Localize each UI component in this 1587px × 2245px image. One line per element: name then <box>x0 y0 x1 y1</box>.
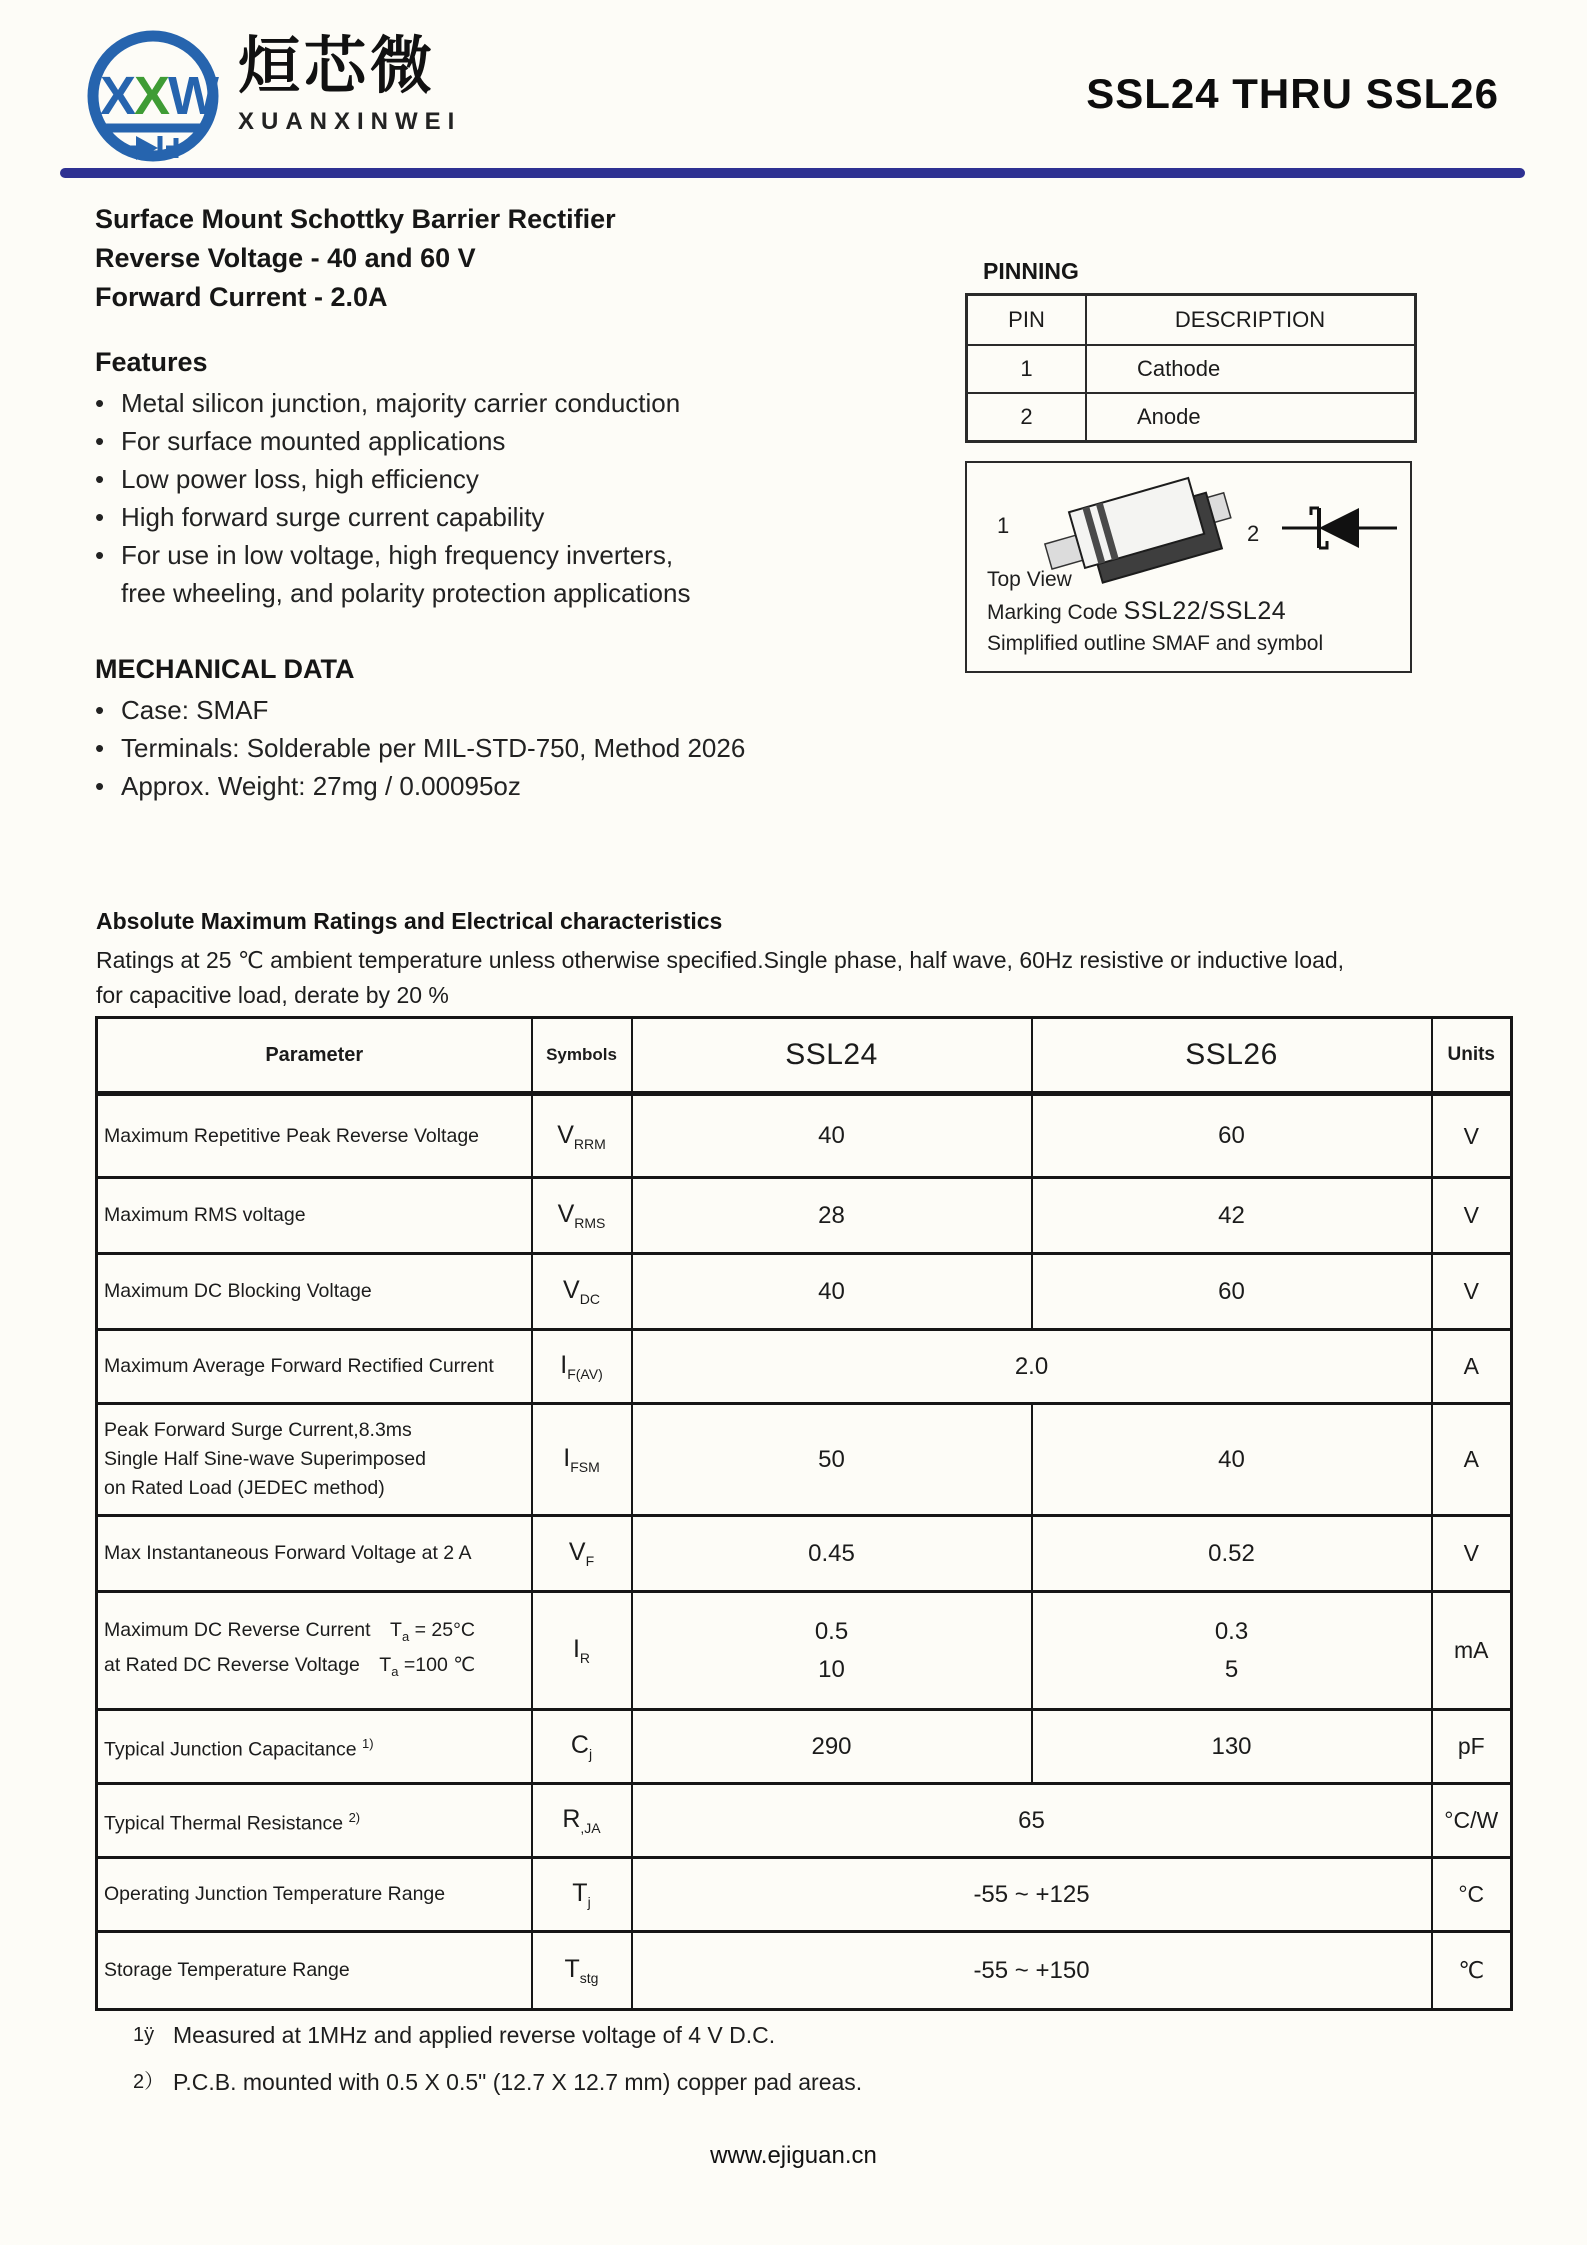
table-row <box>97 1932 1512 2010</box>
feature-item <box>95 536 925 612</box>
pinning-col-description: DESCRIPTION <box>1086 295 1416 346</box>
footnote <box>133 2059 862 2106</box>
feature-item <box>95 498 925 536</box>
diode-symbol-icon <box>1282 508 1397 548</box>
feature-item-text: For surface mounted applications <box>121 426 506 456</box>
symbol-cell: $C_j$ <box>532 1710 632 1784</box>
param-cell: Storage Temperature Range <box>97 1932 532 2010</box>
table-row <box>97 1404 1512 1516</box>
symbol-cell: $T_j$ <box>532 1858 632 1932</box>
marking-code-value: SSL22/SSL24 <box>1123 597 1287 625</box>
ssl26-value-cell: 40 <box>1032 1404 1432 1516</box>
pin2-label: 2 <box>1247 521 1260 546</box>
ratings-section <box>78 908 1526 1013</box>
col-ssl26: SSL26 <box>1032 1018 1432 1094</box>
features-list <box>95 384 925 612</box>
pinning-row <box>967 393 1416 442</box>
pin-number-cell: 2 <box>967 393 1087 442</box>
ssl26-value-cell: 0.3 5 <box>1032 1592 1432 1710</box>
mechanical-item-text: Terminals: Solderable per MIL-STD-750, Method 2026 <box>121 733 746 763</box>
unit-cell: V <box>1432 1516 1512 1592</box>
ssl24-value-cell: 0.45 <box>632 1516 1032 1592</box>
unit-cell: °C <box>1432 1858 1512 1932</box>
pinning-table <box>965 293 1417 443</box>
param-cell: Typical Junction Capacitance $^{1)}$ <box>97 1710 532 1784</box>
feature-item <box>95 422 925 460</box>
param-cell: Maximum Average Forward Rectified Current <box>97 1330 532 1404</box>
symbol-cell: $R_{,JA}$ <box>532 1784 632 1858</box>
table-row <box>97 1516 1512 1592</box>
table-row <box>97 1254 1512 1330</box>
col-symbols: Symbols <box>532 1018 632 1094</box>
param-cell: Maximum DC Reverse Current $T_a = 25^\circ C$ at Rated DC Reverse Voltage $T_a =100$ ℃ <box>97 1592 532 1710</box>
symbol-cell: $T_{stg}$ <box>532 1932 632 2010</box>
bullet-dot: • <box>95 426 105 456</box>
characteristics-table-wrap <box>95 1016 1513 2011</box>
ratings-heading: Absolute Maximum Ratings and Electrical characteristics <box>96 908 723 934</box>
feature-item-text: High forward surge current capability <box>121 502 545 532</box>
value-cell: 2.0 <box>632 1330 1432 1404</box>
ratings-note-line-2: for capacitive load, derate by 20 % <box>96 982 449 1008</box>
feature-item-text: Metal silicon junction, majority carrier conduction <box>121 388 681 418</box>
page-title: SSL24 THRU SSL26 <box>1086 70 1499 117</box>
feature-item-text: Low power loss, high efficiency <box>121 464 479 494</box>
pin-description-cell: Anode <box>1086 393 1416 442</box>
mechanical-item-text: Case: SMAF <box>121 695 269 725</box>
brand-logo <box>78 28 461 170</box>
footnote-text: Measured at 1MHz and applied reverse voltage of 4 V D.C. <box>173 2022 776 2048</box>
logo-icon <box>78 28 228 170</box>
ssl24-value-cell: 50 <box>632 1404 1032 1516</box>
bullet-dot: • <box>95 771 105 801</box>
symbol-cell: $V_{RRM}$ <box>532 1094 632 1178</box>
symbol-cell: $V_F$ <box>532 1516 632 1592</box>
table-row <box>97 1330 1512 1404</box>
footnote-marker: 2） <box>133 2071 165 2093</box>
features-heading: Features <box>95 347 208 377</box>
unit-cell: V <box>1432 1254 1512 1330</box>
bullet-dot: • <box>95 502 105 532</box>
symbol-cell: $V_{RMS}$ <box>532 1178 632 1254</box>
pinning-header-row <box>967 295 1416 346</box>
ssl26-value-cell: 42 <box>1032 1178 1432 1254</box>
ssl24-value-cell: 28 <box>632 1178 1032 1254</box>
ssl24-value-cell: 40 <box>632 1094 1032 1178</box>
param-cell: Maximum DC Blocking Voltage <box>97 1254 532 1330</box>
unit-cell: ℃ <box>1432 1932 1512 2010</box>
marking-code-label: Marking Code <box>987 601 1118 624</box>
ratings-note-line-1: Ratings at 25 ℃ ambient temperature unless otherwise specified.Single phase, half wave, 60Hz resistive or inductive load, <box>96 947 1345 973</box>
param-cell: Max Instantaneous Forward Voltage at 2 A <box>97 1516 532 1592</box>
symbol-cell: $I_{FSM}$ <box>532 1404 632 1516</box>
bullet-dot: • <box>95 540 105 570</box>
param-cell: Operating Junction Temperature Range <box>97 1858 532 1932</box>
table-row <box>97 1858 1512 1932</box>
value-cell: -55 ~ +125 <box>632 1858 1432 1932</box>
svg-text:X: X <box>100 66 134 126</box>
package-caption-outline: Simplified outline SMAF and symbol <box>987 632 1324 655</box>
symbol-cell: $V_{DC}$ <box>532 1254 632 1330</box>
unit-cell: V <box>1432 1178 1512 1254</box>
summary-line-1: Surface Mount Schottky Barrier Rectifier <box>95 204 616 234</box>
mechanical-item-text: Approx. Weight: 27mg / 0.00095oz <box>121 771 521 801</box>
param-cell: Maximum RMS voltage <box>97 1178 532 1254</box>
pinning-row <box>967 345 1416 393</box>
feature-item <box>95 384 925 422</box>
mechanical-list <box>95 691 925 805</box>
mechanical-item <box>95 767 925 805</box>
ssl26-value-cell: 60 <box>1032 1254 1432 1330</box>
ratings-note <box>96 943 1526 1013</box>
bullet-dot: • <box>95 695 105 725</box>
col-ssl24: SSL24 <box>632 1018 1032 1094</box>
left-column <box>95 200 925 805</box>
svg-text:W: W <box>168 66 216 126</box>
footnotes <box>133 2012 862 2106</box>
mechanical-item <box>95 691 925 729</box>
bullet-dot: • <box>95 464 105 494</box>
footnote-marker: 1ÿ <box>133 2024 155 2046</box>
unit-cell: V <box>1432 1094 1512 1178</box>
bullet-dot: • <box>95 388 105 418</box>
param-cell: Maximum Repetitive Peak Reverse Voltage <box>97 1094 532 1178</box>
bullet-dot: • <box>95 733 105 763</box>
pinning-heading: PINNING <box>983 258 1079 284</box>
package-caption-top-view: Top View <box>987 568 1072 591</box>
brand-name-chinese: 烜芯微 <box>238 32 437 101</box>
ssl26-value-cell: 0.52 <box>1032 1516 1432 1592</box>
pin-number-cell: 1 <box>967 345 1087 393</box>
feature-item-text: For use in low voltage, high frequency inverters, free wheeling, and polarity protection applications <box>121 540 691 608</box>
ssl26-value-cell: 130 <box>1032 1710 1432 1784</box>
unit-cell: A <box>1432 1330 1512 1404</box>
table-row <box>97 1592 1512 1710</box>
param-cell: Typical Thermal Resistance $^{2)}$ <box>97 1784 532 1858</box>
mechanical-heading: MECHANICAL DATA <box>95 654 355 684</box>
package-caption-marking <box>987 595 1323 629</box>
footer <box>0 2142 1587 2170</box>
table-row <box>97 1710 1512 1784</box>
pin1-label: 1 <box>997 513 1010 538</box>
brand-name-english: XUANXINWEI <box>238 108 462 135</box>
table-header-row <box>97 1018 1512 1094</box>
symbol-cell: $I_R$ <box>532 1592 632 1710</box>
ssl24-value-cell: 0.5 10 <box>632 1592 1032 1710</box>
footnote <box>133 2012 862 2059</box>
ssl24-value-cell: 40 <box>632 1254 1032 1330</box>
mechanical-item <box>95 729 925 767</box>
footnote-text: P.C.B. mounted with 0.5 X 0.5" (12.7 X 12.7 mm) copper pad areas. <box>173 2069 863 2095</box>
characteristics-table <box>95 1016 1513 2011</box>
feature-item <box>95 460 925 498</box>
value-cell: 65 <box>632 1784 1432 1858</box>
ssl26-value-cell: 60 <box>1032 1094 1432 1178</box>
package-outline-box <box>965 461 1412 673</box>
col-units: Units <box>1432 1018 1512 1094</box>
symbol-cell: $I_{F(AV)}$ <box>532 1330 632 1404</box>
param-cell: Peak Forward Surge Current,8.3ms Single Half Sine-wave Superimposed on Rated Load (JEDEC method) <box>97 1404 532 1516</box>
pin-description-cell: Cathode <box>1086 345 1416 393</box>
header-divider <box>60 168 1525 178</box>
ssl24-value-cell: 290 <box>632 1710 1032 1784</box>
col-parameter: Parameter <box>97 1018 532 1094</box>
svg-text:X: X <box>134 66 168 126</box>
table-row <box>97 1094 1512 1178</box>
table-row <box>97 1784 1512 1858</box>
footer-url-link[interactable]: www.ejiguan.cn <box>710 2142 877 2169</box>
value-cell: -55 ~ +150 <box>632 1932 1432 2010</box>
unit-cell: mA <box>1432 1592 1512 1710</box>
summary-line-2: Reverse Voltage - 40 and 60 V <box>95 243 476 273</box>
unit-cell: pF <box>1432 1710 1512 1784</box>
summary-line-3: Forward Current - 2.0A <box>95 282 388 312</box>
unit-cell: °C/W <box>1432 1784 1512 1858</box>
unit-cell: A <box>1432 1404 1512 1516</box>
pinning-col-pin: PIN <box>967 295 1087 346</box>
right-column <box>965 258 1440 673</box>
table-row <box>97 1178 1512 1254</box>
